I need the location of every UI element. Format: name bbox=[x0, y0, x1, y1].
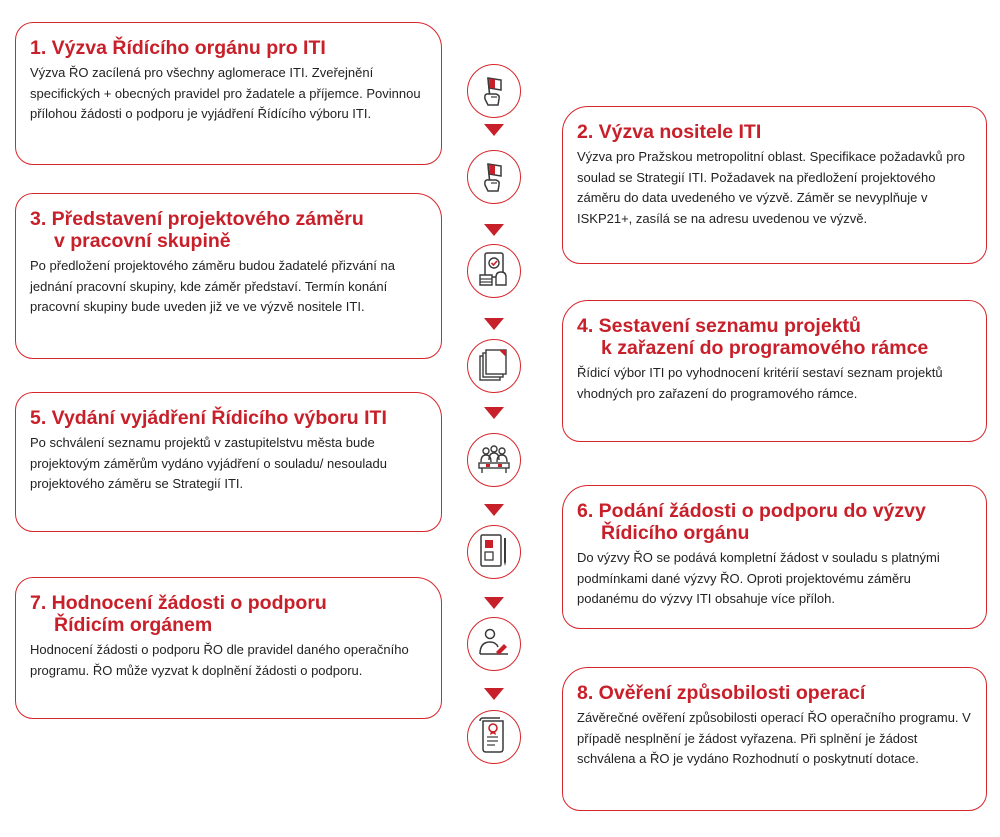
step-5-title bbox=[30, 407, 427, 429]
application-form-icon bbox=[468, 526, 519, 577]
arrow-5 bbox=[484, 504, 504, 516]
step-3-title-line1: 3. Představení projektového záměru bbox=[30, 208, 364, 230]
step-5-card bbox=[15, 392, 442, 532]
committee-icon bbox=[468, 434, 519, 485]
step-5-text: Po schválení seznamu projektů v zastupitelstvu města bude projektovým záměrům vydáno vyjádření o souladu/ nesouladu projektového záměru se Strategií ITI. bbox=[30, 435, 387, 491]
step-2-node bbox=[467, 150, 521, 204]
step-4-title bbox=[577, 315, 972, 359]
step-3-title-line2: v pracovní skupině bbox=[54, 230, 231, 252]
step-6-title-line2: Řídicího orgánu bbox=[601, 522, 750, 544]
arrow-3 bbox=[484, 318, 504, 330]
step-3-card bbox=[15, 193, 442, 359]
step-1-card bbox=[15, 22, 442, 165]
step-4-title-line1: 4. Sestavení seznamu projektů bbox=[577, 315, 861, 337]
hand-flag-icon bbox=[468, 151, 519, 202]
evaluator-icon bbox=[468, 618, 519, 669]
step-7-card bbox=[15, 577, 442, 719]
step-6-title-line1: 6. Podání žádosti o podporu do výzvy bbox=[577, 500, 926, 522]
step-8-node bbox=[467, 710, 521, 764]
step-3-title bbox=[30, 208, 427, 252]
step-7-text: Hodnocení žádosti o podporu ŘO dle pravidel daného operačního programu. ŘO může vyzvat k doplnění žádosti o podporu. bbox=[30, 642, 409, 678]
step-8-text: Závěrečné ověření způsobilosti operací ŘO operačního programu. V případě nesplnění je žádost vyřazena. Při splnění je žádost schválena a ŘO je vydáno Rozhodnutí o poskytnutí dotace. bbox=[577, 710, 971, 766]
step-3-text: Po předložení projektového záměru budou žadatelé přizvání na jednání pracovní skupiny, kde záměr představí. Termín konání pracovní skupiny bude uveden již ve ve výzvě nositele ITI. bbox=[30, 258, 395, 314]
step-2-card bbox=[562, 106, 987, 264]
hand-flag-icon bbox=[468, 65, 519, 116]
step-6-text: Do výzvy ŘO se podává kompletní žádost v souladu s platnými podmínkami dané výzvy ŘO. Oproti projektovému záměru podanému do výzvy ITI obsahuje více příloh. bbox=[577, 550, 940, 606]
step-4-card bbox=[562, 300, 987, 442]
step-1-title-line1: 1. Výzva Řídícího orgánu pro ITI bbox=[30, 37, 326, 59]
arrow-1 bbox=[484, 124, 504, 136]
step-6-node bbox=[467, 525, 521, 579]
step-6-title bbox=[577, 500, 972, 544]
step-4-node bbox=[467, 339, 521, 393]
step-7-title-line2: Řídicím orgánem bbox=[54, 614, 213, 636]
step-2-text: Výzva pro Pražskou metropolitní oblast. Specifikace požadavků pro soulad se Strategií ITI. Požadavek na předložení projektového záměru do data uvedeného ve výzvě. Záměr se nevyplňuje v ISKP21+, zasílá se na adresu uvedenou ve výzvě. bbox=[577, 149, 966, 226]
step-2-title bbox=[577, 121, 972, 143]
arrow-7 bbox=[484, 688, 504, 700]
step-1-title bbox=[30, 37, 427, 59]
arrow-2 bbox=[484, 224, 504, 236]
step-1-text: Výzva ŘO zacílená pro všechny aglomerace ITI. Zveřejnění specifických + obecných pravidel pro žadatele a příjemce. Povinnou přílohou žádosti o podporu je vyjádření Řídícího výboru ITI. bbox=[30, 65, 421, 121]
arrow-4 bbox=[484, 407, 504, 419]
step-8-card bbox=[562, 667, 987, 811]
step-3-node bbox=[467, 244, 521, 298]
step-7-title bbox=[30, 592, 427, 636]
arrow-6 bbox=[484, 597, 504, 609]
step-5-node bbox=[467, 433, 521, 487]
step-2-title-line1: 2. Výzva nositele ITI bbox=[577, 121, 762, 143]
step-8-title-line1: 8. Ověření způsobilosti operací bbox=[577, 682, 866, 704]
document-stack-icon bbox=[468, 340, 519, 391]
step-6-card bbox=[562, 485, 987, 629]
certificate-icon bbox=[468, 711, 519, 762]
step-1-node bbox=[467, 64, 521, 118]
step-7-node bbox=[467, 617, 521, 671]
presentation-icon bbox=[468, 245, 519, 296]
step-4-title-line2: k zařazení do programového rámce bbox=[601, 337, 929, 359]
step-8-title bbox=[577, 682, 972, 704]
step-5-title-line1: 5. Vydání vyjádření Řídicího výboru ITI bbox=[30, 407, 387, 429]
step-7-title-line1: 7. Hodnocení žádosti o podporu bbox=[30, 592, 327, 614]
step-4-text: Řídicí výbor ITI po vyhodnocení kritérií sestaví seznam projektů vhodných pro zařazení do programového rámce. bbox=[577, 365, 943, 401]
